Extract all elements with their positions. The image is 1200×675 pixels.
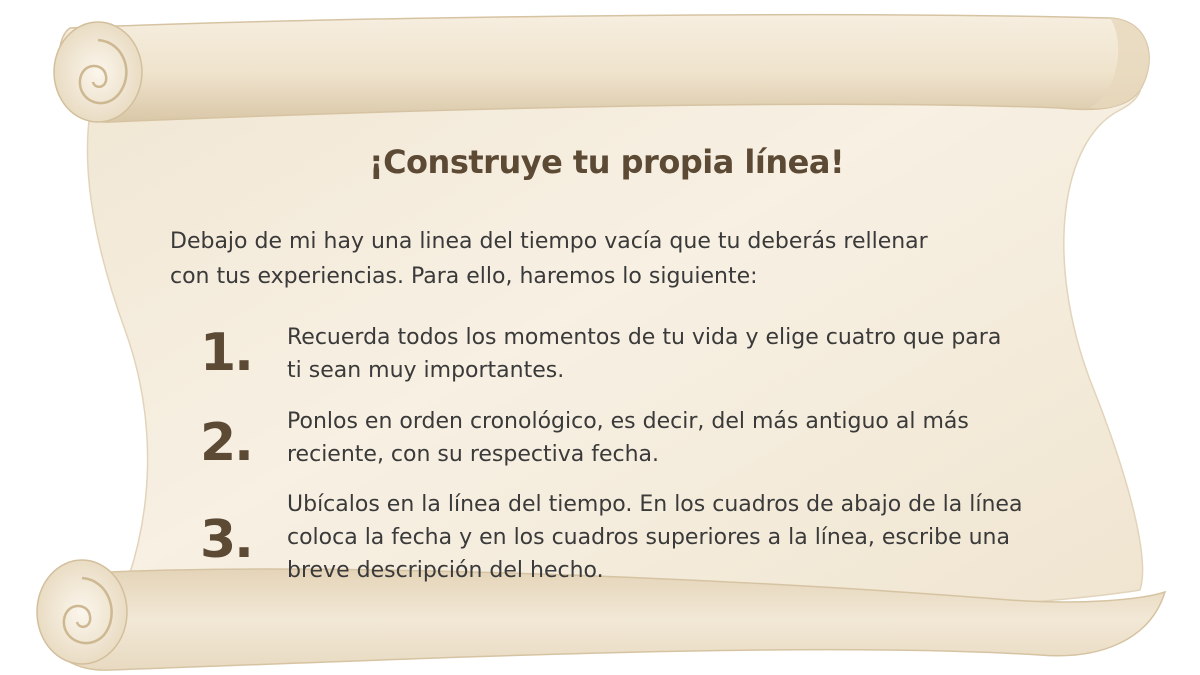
step-line: Ponlos en orden cronológico, es decir, del más antiguo al más xyxy=(287,409,969,434)
intro-line-2: con tus experiencias. Para ello, haremos lo siguiente: xyxy=(170,264,758,289)
step-line: ti sean muy importantes. xyxy=(287,358,565,383)
intro-paragraph xyxy=(170,224,1070,294)
intro-line-1: Debajo de mi hay una linea del tiempo vacía que tu deberás rellenar xyxy=(170,229,928,254)
step-number: 1. xyxy=(200,323,252,383)
bottom-left-curl xyxy=(37,560,127,664)
step-line: breve descripción del hecho. xyxy=(287,558,604,583)
top-left-curl xyxy=(54,22,142,122)
step-line: reciente, con su respectiva fecha. xyxy=(287,442,660,467)
step-text xyxy=(287,405,1117,471)
step-text xyxy=(287,488,1117,587)
step-line: coloca la fecha y en los cuadros superiores a la línea, escribe una xyxy=(287,525,1010,550)
step-number: 2. xyxy=(200,413,252,473)
step-line: Ubícalos en la línea del tiempo. En los cuadros de abajo de la línea xyxy=(287,492,1023,517)
page-title: ¡Construye tu propia línea! xyxy=(368,143,845,181)
top-roll xyxy=(58,15,1149,122)
step-item-3 xyxy=(200,488,1100,588)
step-text xyxy=(287,321,1117,387)
step-line: Recuerda todos los momentos de tu vida y elige cuatro que para xyxy=(287,325,1002,350)
step-number: 3. xyxy=(200,510,252,570)
